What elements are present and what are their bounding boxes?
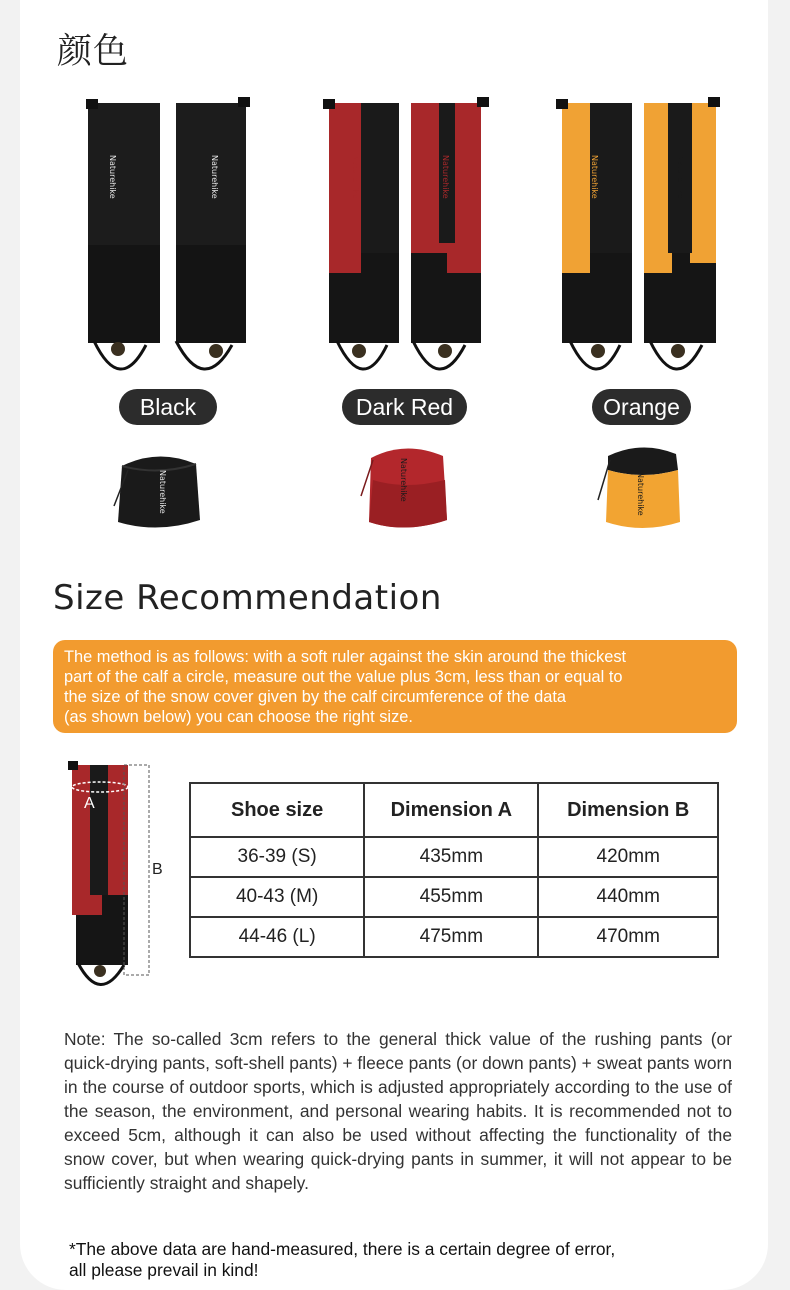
brand-logo-text: Naturehike <box>399 458 408 502</box>
brand-logo-text: Naturehike <box>676 155 685 199</box>
orange-gaiter-left <box>556 99 632 369</box>
cell-shoe-size: 44-46 (L) <box>190 917 364 957</box>
table-row <box>190 877 718 917</box>
colors-title: 颜色 <box>57 32 130 72</box>
method-line: part of the calf a circle, measure out the value plus 3cm, less than or equal to <box>64 668 623 686</box>
black-storage-bag-image <box>108 440 208 535</box>
disclaimer-line: all please prevail in kind! <box>69 1260 259 1280</box>
cell-shoe-size: 36-39 (S) <box>190 837 364 877</box>
color-label-dark-red[interactable]: Dark Red <box>342 389 467 425</box>
measurement-diagram <box>60 755 160 995</box>
method-line: (as shown below) you can choose the right size. <box>64 708 413 726</box>
orange-gaiter-right <box>644 97 720 369</box>
brand-logo-text: Naturehike <box>351 155 360 199</box>
size-recommendation-title: Size Recommendation <box>53 578 442 618</box>
cell-dimension-a: 455mm <box>364 877 538 917</box>
method-instructions-box <box>53 640 737 733</box>
disclaimer <box>69 1239 729 1281</box>
brand-logo-text: Naturehike <box>158 470 167 514</box>
cell-dimension-b: 470mm <box>538 917 718 957</box>
dark-red-gaiter-left <box>323 99 399 369</box>
brand-logo-text: Naturehike <box>636 472 645 516</box>
color-label-orange[interactable]: Orange <box>592 389 691 425</box>
cell-dimension-a: 475mm <box>364 917 538 957</box>
dimension-b-label: B <box>152 861 163 878</box>
black-gaiter-left <box>86 99 160 369</box>
cell-dimension-b: 440mm <box>538 877 718 917</box>
cell-shoe-size: 40-43 (M) <box>190 877 364 917</box>
dark-red-gaiter-right <box>411 97 489 369</box>
table-header-row <box>190 783 718 837</box>
brand-logo-text: Naturehike <box>441 155 450 199</box>
dark-red-storage-bag-image <box>355 440 455 535</box>
brand-logo-text: Naturehike <box>108 155 117 199</box>
black-gaiter-right <box>176 97 250 369</box>
method-line: The method is as follows: with a soft ruler against the skin around the thickest <box>64 648 627 666</box>
size-table <box>189 782 719 958</box>
table-row <box>190 837 718 877</box>
header-dimension-a: Dimension A <box>364 783 538 837</box>
dark-red-gaiter-pair-image <box>315 95 495 385</box>
method-line: the size of the snow cover given by the calf circumference of the data <box>64 688 567 706</box>
header-shoe-size: Shoe size <box>190 783 364 837</box>
brand-logo-text: Naturehike <box>590 155 599 199</box>
cell-dimension-a: 435mm <box>364 837 538 877</box>
brand-logo-text: Naturehike <box>210 155 219 199</box>
black-gaiter-pair-image <box>80 95 260 385</box>
orange-gaiter-pair-image <box>550 95 730 385</box>
table-row <box>190 917 718 957</box>
orange-storage-bag-image <box>592 440 692 535</box>
dimension-a-label: A <box>84 795 95 812</box>
header-dimension-b: Dimension B <box>538 783 718 837</box>
disclaimer-line: *The above data are hand-measured, there is a certain degree of error, <box>69 1239 616 1259</box>
note-paragraph: Note: The so-called 3cm refers to the general thick value of the rushing pants (or quick-drying pants, soft-shell pants) + fleece pants (or down pants) + sweat pants worn in the course of outdoor sports, which is adjusted appropriately according to the use of the season, the environment, and personal wearing habits. It is recommended not to exceed 5cm, although it can also be used without affecting the functionality of the snow cover, but when wearing quick-drying pants in summer, it will not appear to be sufficiently straight and shapely. <box>64 1029 732 1193</box>
color-label-black[interactable]: Black <box>119 389 217 425</box>
cell-dimension-b: 420mm <box>538 837 718 877</box>
